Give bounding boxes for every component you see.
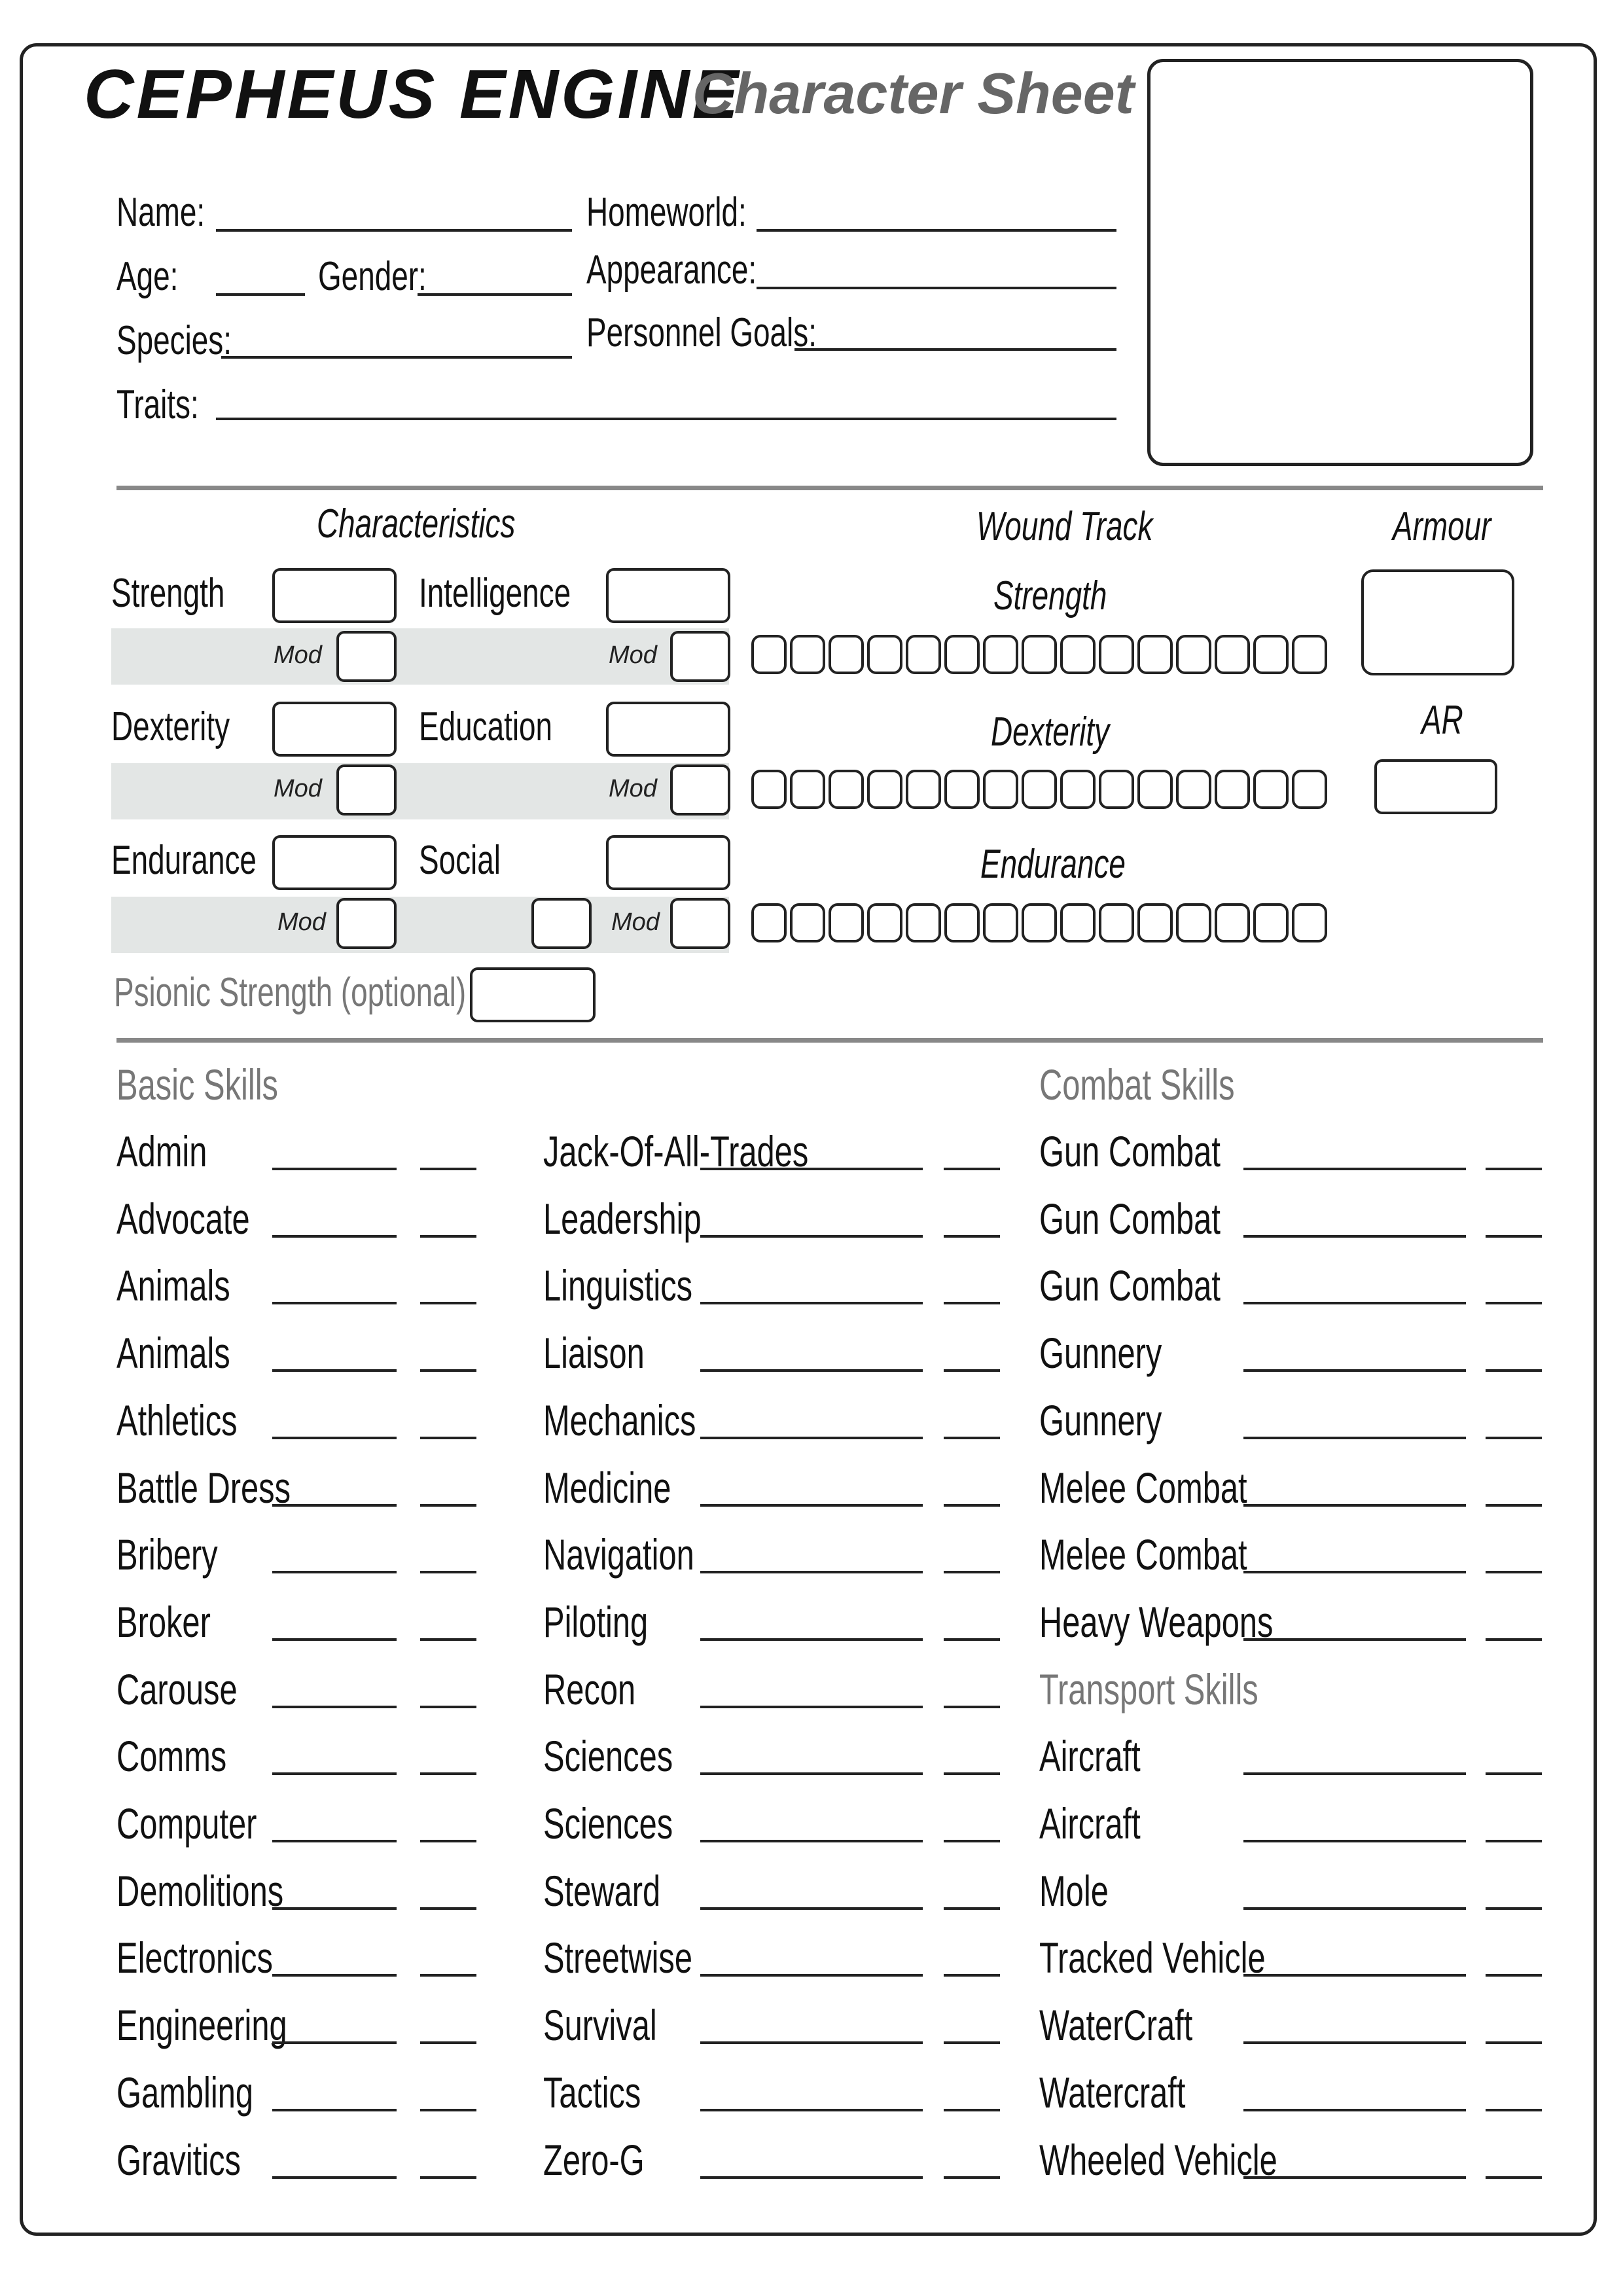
skill-level-field[interactable]: [420, 1571, 476, 1573]
name-field[interactable]: [216, 229, 572, 232]
wound-cell[interactable]: [1060, 770, 1096, 809]
skill-level-field[interactable]: [1486, 2041, 1542, 2044]
wound-cell[interactable]: [1022, 903, 1057, 942]
wound-strength-label: Strength: [993, 573, 1107, 619]
skill-specialty-field[interactable]: [1243, 1235, 1466, 1238]
intelligence-mod-box[interactable]: [670, 631, 730, 682]
wound-cell[interactable]: [1215, 635, 1250, 674]
skill-label: Gravitics: [116, 2135, 241, 2184]
traits-label: Traits:: [116, 382, 199, 427]
skill-level-field[interactable]: [420, 1907, 476, 1910]
endurance-label: Endurance: [111, 838, 257, 883]
wound-cell[interactable]: [1292, 903, 1327, 942]
skill-specialty-field[interactable]: [700, 1369, 923, 1372]
skill-specialty-field[interactable]: [1243, 1437, 1466, 1439]
wound-cell[interactable]: [906, 635, 941, 674]
skill-specialty-field[interactable]: [1243, 2109, 1466, 2111]
wound-cell[interactable]: [1022, 770, 1057, 809]
skill-level-field[interactable]: [944, 1302, 1000, 1304]
skill-level-field[interactable]: [944, 1168, 1000, 1170]
traits-field[interactable]: [216, 418, 1116, 420]
skill-specialty-field[interactable]: [272, 1235, 397, 1238]
skill-level-field[interactable]: [1486, 1974, 1542, 1977]
skill-level-field[interactable]: [944, 1369, 1000, 1372]
skill-specialty-field[interactable]: [700, 1504, 923, 1507]
wound-cell[interactable]: [1176, 770, 1211, 809]
skill-level-field[interactable]: [1486, 1571, 1542, 1573]
skill-label: Jack-Of-All-Trades: [543, 1127, 809, 1175]
skill-label: Computer: [116, 1799, 257, 1848]
strength-label: Strength: [111, 571, 225, 616]
homeworld-field[interactable]: [757, 229, 1116, 232]
skill-label: Electronics: [116, 1933, 273, 1982]
wound-cell[interactable]: [1253, 635, 1289, 674]
skill-specialty-field[interactable]: [1243, 2176, 1466, 2179]
skill-specialty-field[interactable]: [700, 1638, 923, 1641]
skill-level-field[interactable]: [420, 2041, 476, 2044]
ar-label: AR: [1421, 698, 1463, 743]
psionic-value-box[interactable]: [470, 967, 596, 1022]
skill-label: Gun Combat: [1039, 1261, 1221, 1310]
wound-cell[interactable]: [829, 635, 864, 674]
dexterity-mod-label: Mod: [274, 775, 322, 802]
armour-box[interactable]: [1361, 569, 1514, 675]
skill-specialty-field[interactable]: [272, 2109, 397, 2111]
endurance-mod-label: Mod: [277, 908, 326, 936]
skill-specialty-field[interactable]: [700, 1772, 923, 1775]
education-mod-label: Mod: [609, 775, 657, 802]
dexterity-label: Dexterity: [111, 704, 230, 749]
skill-level-field[interactable]: [944, 1706, 1000, 1708]
wound-cell[interactable]: [944, 903, 980, 942]
wound-cell[interactable]: [867, 903, 902, 942]
skill-label: Gun Combat: [1039, 1194, 1221, 1243]
skill-specialty-field[interactable]: [1243, 1772, 1466, 1775]
homeworld-label: Homeworld:: [586, 190, 747, 235]
wound-cell[interactable]: [829, 903, 864, 942]
title-sub: Character Sheet: [692, 61, 1134, 126]
skill-level-field[interactable]: [1486, 1504, 1542, 1507]
skill-specialty-field[interactable]: [272, 1302, 397, 1304]
armour-header: Armour: [1393, 504, 1491, 549]
skill-level-field[interactable]: [1486, 1302, 1542, 1304]
skill-specialty-field[interactable]: [1243, 1302, 1466, 1304]
skill-specialty-field[interactable]: [700, 2109, 923, 2111]
skill-level-field[interactable]: [420, 1235, 476, 1238]
wound-cell[interactable]: [867, 635, 902, 674]
skill-level-field[interactable]: [1486, 1235, 1542, 1238]
wound-cell[interactable]: [1099, 635, 1134, 674]
ar-box[interactable]: [1374, 759, 1497, 814]
wound-cell[interactable]: [1060, 635, 1096, 674]
wound-cell[interactable]: [751, 635, 787, 674]
skill-label: Streetwise: [543, 1933, 693, 1982]
divider-top: [116, 486, 1543, 490]
wound-cell[interactable]: [790, 635, 825, 674]
wound-cell[interactable]: [1215, 903, 1250, 942]
skill-label: Aircraft: [1039, 1799, 1141, 1848]
skill-level-field[interactable]: [944, 1437, 1000, 1439]
wound-cell[interactable]: [1137, 635, 1173, 674]
skill-specialty-field[interactable]: [272, 1638, 397, 1641]
skill-label: Zero-G: [543, 2135, 645, 2184]
age-label: Age:: [116, 254, 179, 299]
skill-level-field[interactable]: [1486, 1437, 1542, 1439]
skill-label: Piloting: [543, 1597, 649, 1646]
skill-level-field[interactable]: [944, 1907, 1000, 1910]
species-field[interactable]: [221, 356, 572, 359]
wound-cell[interactable]: [983, 635, 1018, 674]
wound-endurance-track[interactable]: [751, 903, 1330, 942]
skill-label: WaterCraft: [1039, 2001, 1193, 2050]
skill-label: Medicine: [543, 1463, 671, 1512]
skill-label: Linguistics: [543, 1261, 693, 1310]
wound-cell[interactable]: [751, 903, 787, 942]
skill-label: Broker: [116, 1597, 211, 1646]
basic-skills-header: Basic Skills: [116, 1060, 278, 1109]
skill-specialty-field[interactable]: [272, 1168, 397, 1170]
skill-label: Mechanics: [543, 1395, 696, 1444]
skill-label: Melee Combat: [1039, 1463, 1247, 1512]
skill-level-field[interactable]: [1486, 1840, 1542, 1842]
wound-cell[interactable]: [1099, 903, 1134, 942]
skill-specialty-field[interactable]: [272, 1772, 397, 1775]
skill-label: Animals: [116, 1329, 230, 1378]
skill-specialty-field[interactable]: [700, 1168, 923, 1170]
skill-level-field[interactable]: [944, 1974, 1000, 1977]
skill-specialty-field[interactable]: [1243, 1907, 1466, 1910]
skill-specialty-field[interactable]: [272, 1504, 397, 1507]
skill-level-field[interactable]: [420, 1504, 476, 1507]
gender-field[interactable]: [418, 293, 572, 296]
wound-cell[interactable]: [944, 635, 980, 674]
skill-specialty-field[interactable]: [700, 1235, 923, 1238]
wound-cell[interactable]: [983, 903, 1018, 942]
personnel-goals-label: Personnel Goals:: [586, 310, 817, 355]
wound-cell[interactable]: [1137, 903, 1173, 942]
skill-label: Liaison: [543, 1329, 645, 1378]
wound-cell[interactable]: [906, 903, 941, 942]
skill-specialty-field[interactable]: [272, 1840, 397, 1842]
skill-specialty-field[interactable]: [700, 1706, 923, 1708]
skill-level-field[interactable]: [420, 2109, 476, 2111]
wound-dexterity-track[interactable]: [751, 770, 1330, 809]
skill-label: Mole: [1039, 1866, 1109, 1915]
skill-level-field[interactable]: [420, 1706, 476, 1708]
skill-level-field[interactable]: [420, 1772, 476, 1775]
skill-specialty-field[interactable]: [1243, 1571, 1466, 1573]
skill-level-field[interactable]: [420, 1974, 476, 1977]
wound-cell[interactable]: [1292, 635, 1327, 674]
skill-label: Battle Dress: [116, 1463, 291, 1512]
skill-specialty-field[interactable]: [700, 1840, 923, 1842]
appearance-field[interactable]: [757, 287, 1116, 289]
skill-specialty-field[interactable]: [272, 1706, 397, 1708]
wound-cell[interactable]: [906, 770, 941, 809]
skill-label: Gambling: [116, 2068, 254, 2117]
skill-label: Leadership: [543, 1194, 702, 1243]
skill-specialty-field[interactable]: [272, 2176, 397, 2179]
title-main: CEPHEUS ENGINE: [84, 56, 741, 133]
wound-cell[interactable]: [1215, 770, 1250, 809]
skill-specialty-field[interactable]: [272, 1974, 397, 1977]
species-label: Species:: [116, 318, 232, 363]
wound-cell[interactable]: [1253, 903, 1289, 942]
combat-skills-header: Combat Skills: [1039, 1060, 1235, 1109]
skill-label: Tracked Vehicle: [1039, 1933, 1266, 1982]
divider-middle: [116, 1038, 1543, 1043]
social-mod-box[interactable]: [670, 898, 730, 949]
skill-label: Tactics: [543, 2068, 641, 2117]
psionic-label: Psionic Strength (optional): [114, 970, 467, 1015]
skill-level-field[interactable]: [944, 2041, 1000, 2044]
skill-label: Advocate: [116, 1194, 250, 1243]
social-value-box[interactable]: [606, 835, 730, 890]
character-portrait-box[interactable]: [1147, 59, 1533, 466]
skill-label: Recon: [543, 1664, 636, 1713]
skill-label: Heavy Weapons: [1039, 1597, 1274, 1646]
wound-cell[interactable]: [1099, 770, 1134, 809]
wound-cell[interactable]: [1022, 635, 1057, 674]
skill-label: Gun Combat: [1039, 1127, 1221, 1175]
skill-label: Sciences: [543, 1799, 673, 1848]
social-mod-label: Mod: [611, 908, 660, 936]
wound-dexterity-label: Dexterity: [991, 709, 1110, 755]
skill-level-field[interactable]: [1486, 1168, 1542, 1170]
skill-label: Engineering: [116, 2001, 287, 2050]
skill-level-field[interactable]: [944, 1772, 1000, 1775]
skill-label: Survival: [543, 2001, 657, 2050]
skill-label: Steward: [543, 1866, 661, 1915]
skill-level-field[interactable]: [944, 1235, 1000, 1238]
skill-specialty-field[interactable]: [700, 1907, 923, 1910]
skill-specialty-field[interactable]: [700, 1302, 923, 1304]
wound-cell[interactable]: [1292, 770, 1327, 809]
skill-label: Gunnery: [1039, 1395, 1162, 1444]
wound-cell[interactable]: [1060, 903, 1096, 942]
social-label: Social: [419, 838, 501, 883]
strength-value-box[interactable]: [272, 568, 397, 623]
skill-level-field[interactable]: [420, 1302, 476, 1304]
skill-level-field[interactable]: [944, 1638, 1000, 1641]
wound-cell[interactable]: [1176, 903, 1211, 942]
skill-level-field[interactable]: [420, 1437, 476, 1439]
endurance-mod-box[interactable]: [336, 898, 397, 949]
skill-label: Demolitions: [116, 1866, 284, 1915]
wound-cell[interactable]: [1137, 770, 1173, 809]
skill-specialty-field[interactable]: [272, 1437, 397, 1439]
skill-label: Comms: [116, 1732, 227, 1781]
skill-level-field[interactable]: [1486, 1369, 1542, 1372]
skill-specialty-field[interactable]: [272, 1571, 397, 1573]
wound-track-header: Wound Track: [976, 504, 1153, 549]
wound-cell[interactable]: [790, 903, 825, 942]
skill-level-field[interactable]: [420, 1168, 476, 1170]
skill-specialty-field[interactable]: [1243, 1840, 1466, 1842]
skill-specialty-field[interactable]: [700, 1974, 923, 1977]
skill-level-field[interactable]: [944, 1571, 1000, 1573]
transport-skills-header: Transport Skills: [1039, 1664, 1258, 1713]
wound-cell[interactable]: [1253, 770, 1289, 809]
intelligence-mod-label: Mod: [609, 641, 657, 669]
skill-level-field[interactable]: [1486, 1907, 1542, 1910]
skill-specialty-field[interactable]: [1243, 1168, 1466, 1170]
wound-cell[interactable]: [790, 770, 825, 809]
endurance-value-box[interactable]: [272, 835, 397, 890]
skill-specialty-field[interactable]: [1243, 2041, 1466, 2044]
skill-label: Admin: [116, 1127, 207, 1175]
wound-strength-track[interactable]: [751, 635, 1330, 674]
skill-specialty-field[interactable]: [272, 1907, 397, 1910]
skill-label: Navigation: [543, 1530, 694, 1579]
skill-label: Animals: [116, 1261, 230, 1310]
skill-specialty-field[interactable]: [700, 1437, 923, 1439]
wound-cell[interactable]: [983, 770, 1018, 809]
wound-cell[interactable]: [1176, 635, 1211, 674]
skill-specialty-field[interactable]: [1243, 1504, 1466, 1507]
skill-level-field[interactable]: [944, 2176, 1000, 2179]
extra-box[interactable]: [531, 898, 592, 949]
skill-level-field[interactable]: [420, 1840, 476, 1842]
skill-label: Athletics: [116, 1395, 238, 1444]
wound-cell[interactable]: [944, 770, 980, 809]
appearance-label: Appearance:: [586, 247, 757, 293]
skill-label: Watercraft: [1039, 2068, 1186, 2117]
skill-label: Aircraft: [1039, 1732, 1141, 1781]
education-value-box[interactable]: [606, 702, 730, 757]
skill-level-field[interactable]: [1486, 1772, 1542, 1775]
skill-specialty-field[interactable]: [700, 2176, 923, 2179]
skill-label: Melee Combat: [1039, 1530, 1247, 1579]
personnel-goals-field[interactable]: [794, 348, 1116, 351]
dexterity-value-box[interactable]: [272, 702, 397, 757]
age-field[interactable]: [216, 293, 305, 296]
skill-label: Gunnery: [1039, 1329, 1162, 1378]
skill-label: Sciences: [543, 1732, 673, 1781]
skill-label: Bribery: [116, 1530, 218, 1579]
skill-specialty-field[interactable]: [1243, 1974, 1466, 1977]
skill-label: Carouse: [116, 1664, 238, 1713]
skill-specialty-field[interactable]: [700, 2041, 923, 2044]
skill-specialty-field[interactable]: [1243, 1638, 1466, 1641]
skill-specialty-field[interactable]: [272, 1369, 397, 1372]
wound-cell[interactable]: [751, 770, 787, 809]
education-mod-box[interactable]: [670, 764, 730, 816]
name-label: Name:: [116, 190, 205, 235]
gender-label: Gender:: [318, 254, 427, 299]
skill-level-field[interactable]: [944, 1504, 1000, 1507]
strength-mod-box[interactable]: [336, 631, 397, 682]
skill-specialty-field[interactable]: [700, 1571, 923, 1573]
education-label: Education: [419, 704, 553, 749]
skill-level-field[interactable]: [420, 1369, 476, 1372]
intelligence-label: Intelligence: [419, 571, 571, 616]
skill-level-field[interactable]: [420, 2176, 476, 2179]
wound-endurance-label: Endurance: [980, 842, 1126, 887]
skill-label: Wheeled Vehicle: [1039, 2135, 1277, 2184]
intelligence-value-box[interactable]: [606, 568, 730, 623]
wound-cell[interactable]: [867, 770, 902, 809]
characteristics-header: Characteristics: [317, 501, 516, 547]
skill-level-field[interactable]: [1486, 2176, 1542, 2179]
strength-mod-label: Mod: [274, 641, 322, 669]
skill-specialty-field[interactable]: [1243, 1369, 1466, 1372]
wound-cell[interactable]: [829, 770, 864, 809]
skill-level-field[interactable]: [944, 1840, 1000, 1842]
skill-level-field[interactable]: [1486, 1638, 1542, 1641]
skill-level-field[interactable]: [420, 1638, 476, 1641]
dexterity-mod-box[interactable]: [336, 764, 397, 816]
skill-level-field[interactable]: [944, 2109, 1000, 2111]
skill-level-field[interactable]: [1486, 2109, 1542, 2111]
skill-specialty-field[interactable]: [272, 2041, 397, 2044]
